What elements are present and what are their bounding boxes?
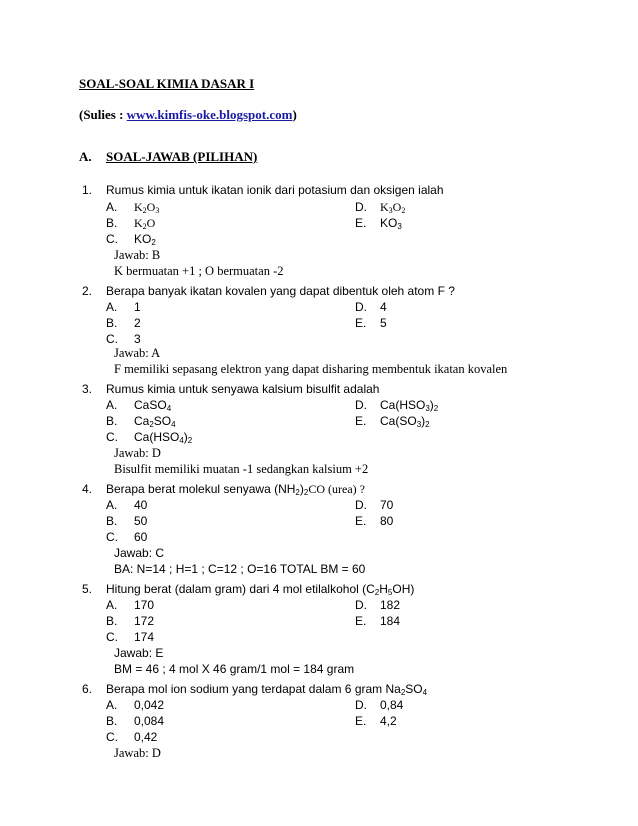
option-letter-c: C.	[106, 630, 118, 644]
option-value-a: 170	[134, 598, 155, 612]
option-letter-d: D.	[355, 498, 367, 512]
option-letter-a: A.	[106, 300, 118, 314]
option-value-a: 1	[134, 300, 141, 314]
option-letter-c: C.	[106, 530, 118, 544]
option-value-e: 184	[380, 614, 401, 628]
option-value-c: 174	[134, 630, 155, 644]
option-letter-a: A.	[106, 598, 118, 612]
option-letter-d: D.	[355, 598, 367, 612]
source-prefix: (Sulies :	[79, 107, 127, 122]
question-text: Berapa mol ion sodium yang terdapat dalam 6 gram $Na_2SO_4$	[106, 682, 428, 697]
option-value-e: 80	[380, 514, 394, 528]
option-letter-c: C.	[106, 730, 118, 744]
option-value-e: $KO_3$	[380, 216, 402, 231]
answer-line: Jawab: D	[114, 746, 161, 760]
option-value-e: 4,2	[380, 714, 397, 728]
option-letter-a: A.	[106, 398, 118, 412]
option-letter-a: A.	[106, 498, 118, 512]
answer-explanation: Bisulfit memiliki muatan -1 sedangkan kalsium +2	[114, 462, 369, 476]
option-value-a: CaSO$_4$	[134, 398, 172, 413]
section-title: SOAL-JAWAB (PILIHAN)	[106, 149, 258, 164]
option-value-b: $Ca_2SO_4$	[134, 414, 176, 429]
option-value-d: 0,84	[380, 698, 404, 712]
option-letter-b: B.	[106, 714, 118, 728]
question-number: 6.	[82, 682, 93, 696]
answer-explanation: F memiliki sepasang elektron yang dapat disharing membentuk ikatan kovalen	[114, 362, 508, 376]
option-letter-e: E.	[355, 316, 367, 330]
section-letter: A.	[79, 149, 92, 164]
option-letter-e: E.	[355, 714, 367, 728]
option-letter-b: B.	[106, 414, 118, 428]
option-letter-e: E.	[355, 216, 367, 230]
question-text: Rumus kimia untuk ikatan ionik dari potasium dan oksigen ialah	[106, 183, 444, 197]
option-letter-c: C.	[106, 332, 118, 346]
option-letter-c: C.	[106, 430, 118, 444]
option-value-d: 182	[380, 598, 401, 612]
option-value-a: 0,042	[134, 698, 165, 712]
option-letter-b: B.	[106, 514, 118, 528]
question-text: Berapa berat molekul senyawa $(NH_2)_2CO$ (urea) ?	[106, 482, 365, 497]
option-value-c: 0,42	[134, 730, 158, 744]
option-letter-d: D.	[355, 398, 367, 412]
option-value-b: $K_2O$	[134, 216, 156, 231]
answer-line: Jawab: E	[114, 646, 164, 660]
document-title: SOAL-SOAL KIMIA DASAR I	[79, 76, 255, 91]
option-value-b: 0,084	[134, 714, 165, 728]
answer-explanation: K bermuatan +1 ; O bermuatan -2	[114, 264, 284, 278]
option-value-e: 5	[380, 316, 387, 330]
question-number: 2.	[82, 284, 93, 298]
option-value-b: 2	[134, 316, 141, 330]
source-line	[79, 107, 297, 123]
answer-line: Jawab: D	[114, 446, 161, 460]
answer-explanation: BA: N=14 ; H=1 ; C=12 ; O=16 TOTAL BM = 60	[114, 562, 366, 576]
option-value-a: $K_2O_3$	[134, 200, 160, 215]
option-value-c: 3	[134, 332, 141, 346]
option-value-d: 70	[380, 498, 394, 512]
question-number: 5.	[82, 582, 93, 596]
question-number: 4.	[82, 482, 93, 496]
answer-line: Jawab: C	[114, 546, 165, 560]
option-value-d: $K_3O_2$	[380, 200, 406, 215]
option-letter-a: A.	[106, 200, 118, 214]
question-text: Berapa banyak ikatan kovalen yang dapat dibentuk oleh atom F ?	[106, 284, 455, 298]
question-text: Rumus kimia untuk senyawa kalsium bisulfit adalah	[106, 382, 380, 396]
option-letter-b: B.	[106, 614, 118, 628]
option-letter-d: D.	[355, 698, 367, 712]
option-letter-b: B.	[106, 216, 118, 230]
option-letter-e: E.	[355, 614, 367, 628]
option-letter-e: E.	[355, 514, 367, 528]
source-suffix: )	[292, 107, 297, 122]
option-value-b: 50	[134, 514, 148, 528]
option-value-d: 4	[380, 300, 387, 314]
option-value-c: $Ca(HSO_4)_2$	[134, 430, 193, 445]
option-letter-d: D.	[355, 200, 367, 214]
answer-line: Jawab: B	[114, 248, 161, 262]
option-value-a: 40	[134, 498, 148, 512]
source-link[interactable]: www.kimfis-oke.blogspot.com	[126, 107, 293, 122]
answer-line: Jawab: A	[114, 346, 161, 360]
option-letter-a: A.	[106, 698, 118, 712]
option-value-c: 60	[134, 530, 148, 544]
option-letter-b: B.	[106, 316, 118, 330]
option-letter-e: E.	[355, 414, 367, 428]
option-value-d: $Ca(HSO_3)_2$	[380, 398, 439, 413]
question-number: 1.	[82, 183, 93, 197]
question-text: Hitung berat (dalam gram) dari 4 mol etilalkohol $(C_2H_5OH)$	[106, 582, 415, 597]
question-number: 3.	[82, 382, 93, 396]
option-value-b: 172	[134, 614, 155, 628]
answer-explanation: BM = 46 ; 4 mol X 46 gram/1 mol = 184 gram	[114, 662, 355, 676]
option-letter-c: C.	[106, 232, 118, 246]
option-value-e: $Ca(SO_3)_2$	[380, 414, 430, 429]
option-value-c: $KO_2$	[134, 232, 156, 247]
option-letter-d: D.	[355, 300, 367, 314]
